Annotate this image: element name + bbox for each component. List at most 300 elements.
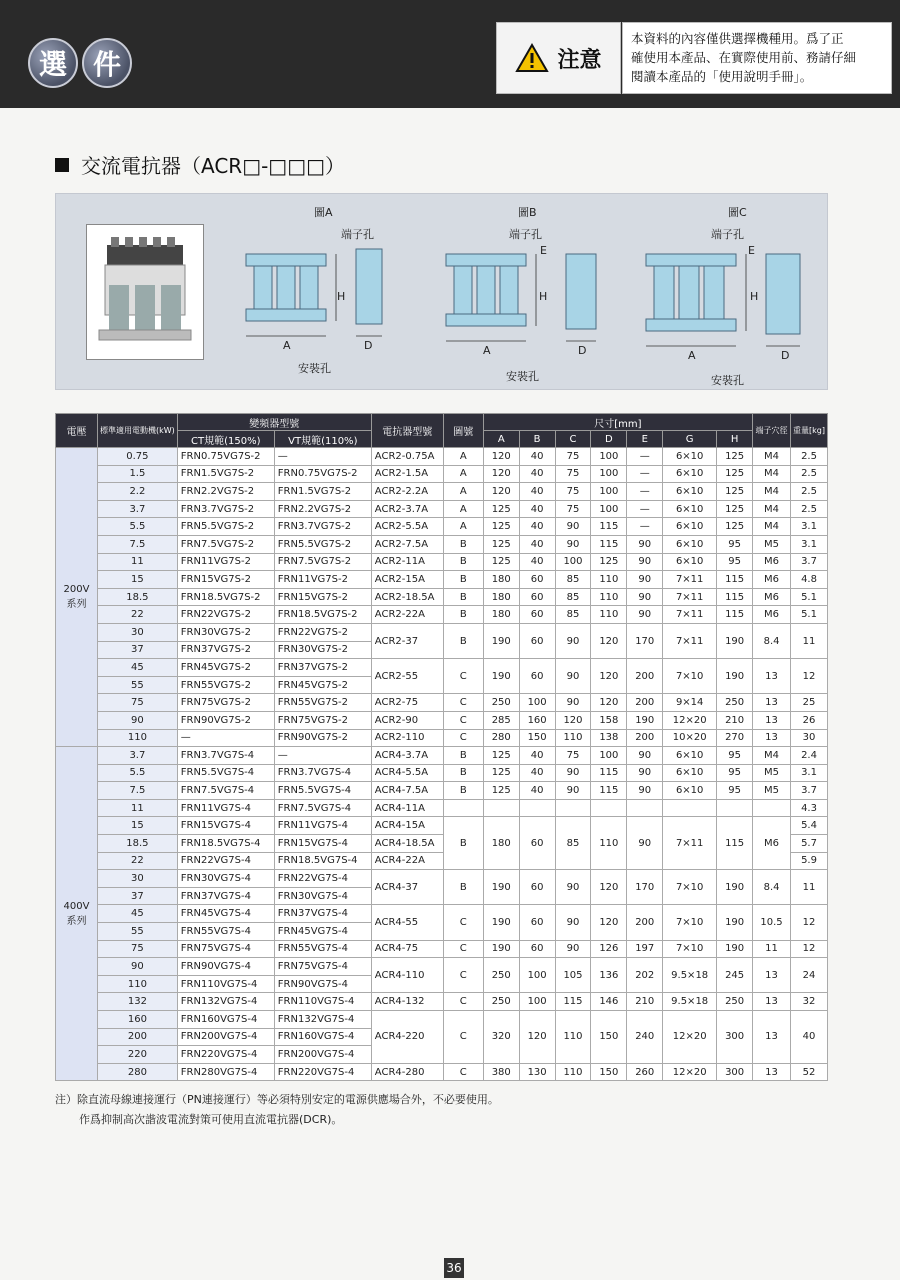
table-cell: 90 [555,535,591,553]
table-cell [627,799,663,817]
table-cell: 115 [591,535,627,553]
table-cell: M5 [753,782,791,800]
table-cell: 22 [98,852,178,870]
table-cell: 4.8 [791,571,828,589]
table-cell: 52 [791,1063,828,1081]
table-cell: A [443,465,483,483]
table-cell: 55 [98,923,178,941]
table-cell: 110 [98,975,178,993]
table-cell: 5.5 [98,518,178,536]
table-cell: 3.7 [98,747,178,765]
table-cell: 6×10 [663,465,717,483]
table-cell: FRN15VG7S-4 [274,835,371,853]
table-cell: FRN200VG7S-4 [274,1046,371,1064]
table-cell: 5.4 [791,817,828,835]
table-cell: C [443,694,483,712]
table-cell: FRN132VG7S-4 [274,1011,371,1029]
table-cell: 115 [555,993,591,1011]
page-number: 36 [444,1258,464,1278]
table-cell: M6 [753,588,791,606]
table-cell: 110 [555,1011,591,1064]
table-cell: 115 [591,782,627,800]
table-cell: 75 [555,483,591,501]
table-cell: 100 [555,553,591,571]
table-cell: C [443,958,483,993]
table-cell: 200 [627,729,663,747]
table-cell: 130 [519,1063,555,1081]
table-cell: 11 [791,623,828,658]
table-cell: — [627,518,663,536]
col-d: D [591,431,627,448]
table-cell: 12×20 [663,1011,717,1064]
table-cell: 125 [717,483,753,501]
table-cell: FRN0.75VG7S-2 [274,465,371,483]
table-cell: 210 [627,993,663,1011]
table-cell: ACR4-75 [371,940,443,958]
table-cell: FRN90VG7S-2 [274,729,371,747]
table-cell: 158 [591,711,627,729]
table-cell: 150 [591,1011,627,1064]
table-cell: 200 [627,659,663,694]
notice-line-1: 本資料的內容僅供選擇機種用。爲了正 [631,31,844,46]
table-cell: FRN30VG7S-4 [274,887,371,905]
fig-b-mount-label: 安裝孔 [506,370,539,383]
table-cell: 13 [753,993,791,1011]
table-cell: 90 [627,782,663,800]
table-cell: FRN75VG7S-2 [274,711,371,729]
table-cell: 150 [591,1063,627,1081]
table-cell: ACR4-11A [371,799,443,817]
table-cell: 95 [717,782,753,800]
col-c: C [555,431,591,448]
fig-c-dim-d: D [781,349,790,362]
table-cell: 132 [98,993,178,1011]
table-cell: 18.5 [98,588,178,606]
table-cell: 110 [591,817,627,870]
table-cell: 6×10 [663,747,717,765]
table-cell: 7×11 [663,571,717,589]
table-cell: 380 [483,1063,519,1081]
table-cell: 280 [483,729,519,747]
col-g: G [663,431,717,448]
table-cell: 125 [717,448,753,466]
table-cell: FRN55VG7S-2 [177,676,274,694]
table-cell: 3.7 [791,553,828,571]
footnote-1: 注）除直流母線連接運行（PN連接運行）等必須特別安定的電源供應場合外，不必要使用。 [55,1093,499,1106]
table-cell: 197 [627,940,663,958]
table-cell: ACR2-0.75A [371,448,443,466]
table-cell: 110 [555,729,591,747]
table-cell: FRN22VG7S-4 [274,870,371,888]
table-cell: FRN37VG7S-2 [274,659,371,677]
table-cell: C [443,993,483,1011]
table-cell: 6×10 [663,518,717,536]
table-cell: 100 [591,465,627,483]
table-cell: FRN15VG7S-4 [177,817,274,835]
table-cell: FRN5.5VG7S-4 [177,764,274,782]
table-cell: FRN3.7VG7S-2 [177,500,274,518]
table-cell: FRN30VG7S-2 [177,623,274,641]
table-row [56,1011,828,1029]
table-cell: FRN15VG7S-2 [177,571,274,589]
fig-c-title: 圖C [728,206,747,219]
table-cell: 190 [717,659,753,694]
table-row [56,659,828,677]
table-cell: 200 [98,1028,178,1046]
table-cell: FRN7.5VG7S-4 [274,799,371,817]
table-cell: 250 [717,993,753,1011]
table-cell: 200 [627,694,663,712]
table-cell: 40 [519,518,555,536]
table-cell: 90 [555,518,591,536]
table-cell: 7×10 [663,659,717,694]
col-h: H [717,431,753,448]
table-cell: B [443,606,483,624]
table-cell: 13 [753,958,791,993]
table-cell: 115 [591,518,627,536]
fig-c-mount-label: 安裝孔 [711,374,744,387]
table-cell: FRN55VG7S-4 [177,923,274,941]
table-cell: A [443,448,483,466]
table-cell: ACR4-37 [371,870,443,905]
table-cell: 100 [591,483,627,501]
table-cell: 40 [791,1011,828,1064]
table-cell: 110 [98,729,178,747]
table-cell: 115 [717,571,753,589]
table-cell: 120 [591,623,627,658]
table-cell: 100 [519,993,555,1011]
table-cell: FRN45VG7S-4 [177,905,274,923]
table-cell: 100 [519,958,555,993]
table-cell [753,799,791,817]
table-row [56,729,828,747]
table-cell: — [274,747,371,765]
table-cell: 120 [591,905,627,940]
table-cell: 90 [627,817,663,870]
table-cell: 85 [555,817,591,870]
table-cell: 125 [717,500,753,518]
table-cell: 60 [519,623,555,658]
table-cell: 13 [753,729,791,747]
table-cell: B [443,588,483,606]
table-cell: 60 [519,817,555,870]
table-cell: 30 [98,870,178,888]
table-cell: M4 [753,483,791,501]
table-cell: FRN132VG7S-4 [177,993,274,1011]
col-weight: 重量[kg] [791,414,828,448]
table-cell: FRN3.7VG7S-2 [274,518,371,536]
table-row [56,1063,828,1081]
col-vt: VT規範(110%) [274,431,371,448]
fig-a-dim-h: H [337,290,346,303]
table-cell: 4.3 [791,799,828,817]
table-cell: ACR4-3.7A [371,747,443,765]
fig-a-title: 圖A [314,206,333,219]
table-cell: 9.5×18 [663,958,717,993]
table-cell: B [443,535,483,553]
table-cell: FRN1.5VG7S-2 [177,465,274,483]
table-cell [717,799,753,817]
table-cell: ACR2-18.5A [371,588,443,606]
table-cell: C [443,940,483,958]
table-cell: C [443,729,483,747]
table-cell: FRN37VG7S-2 [177,641,274,659]
table-cell: C [443,1063,483,1081]
table-cell: 180 [483,571,519,589]
table-cell: FRN110VG7S-4 [177,975,274,993]
table-cell: FRN3.7VG7S-4 [274,764,371,782]
table-cell: 75 [555,448,591,466]
table-cell: 60 [519,905,555,940]
table-cell: — [627,448,663,466]
table-cell: 90 [627,764,663,782]
table-cell: FRN37VG7S-4 [177,887,274,905]
fig-c-dim-h: H [750,290,759,303]
table-cell: 90 [555,870,591,905]
table-cell: FRN11VG7S-2 [274,571,371,589]
table-cell: 190 [717,870,753,905]
table-cell: 120 [483,483,519,501]
table-row [56,571,828,589]
table-cell: 6×10 [663,553,717,571]
table-cell: — [274,448,371,466]
table-cell: 5.7 [791,835,828,853]
table-cell: 250 [483,958,519,993]
table-cell: 9×14 [663,694,717,712]
table-cell: 115 [717,817,753,870]
table-cell: B [443,553,483,571]
table-cell: 3.1 [791,535,828,553]
table-cell: 100 [591,747,627,765]
table-cell: 22 [98,606,178,624]
table-cell: 6×10 [663,782,717,800]
table-cell: 1.5 [98,465,178,483]
table-cell: M6 [753,553,791,571]
table-row [56,483,828,501]
table-cell: FRN7.5VG7S-2 [177,535,274,553]
table-cell: 125 [483,500,519,518]
table-cell: 25 [791,694,828,712]
table-cell: 95 [717,764,753,782]
table-cell: 110 [591,571,627,589]
table-cell: 40 [519,553,555,571]
table-cell: ACR4-15A [371,817,443,835]
table-cell: 95 [717,747,753,765]
col-b: B [519,431,555,448]
table-cell: 5.9 [791,852,828,870]
table-row [56,694,828,712]
table-cell: 260 [627,1063,663,1081]
table-cell: ACR2-110 [371,729,443,747]
table-cell: 45 [98,659,178,677]
table-cell: 180 [483,588,519,606]
table-cell: 60 [519,571,555,589]
table-cell: ACR4-132 [371,993,443,1011]
table-cell: B [443,870,483,905]
table-cell: 10×20 [663,729,717,747]
table-cell: 3.7 [98,500,178,518]
table-cell: 6×10 [663,535,717,553]
table-row [56,870,828,888]
table-cell: 120 [483,465,519,483]
table-cell: 285 [483,711,519,729]
table-cell: 100 [591,448,627,466]
fig-b-terminal-label: 端子孔 [509,228,542,241]
table-row [56,465,828,483]
table-cell: M4 [753,465,791,483]
table-row [56,553,828,571]
table-cell: A [443,518,483,536]
table-cell: 7×11 [663,623,717,658]
table-cell: 37 [98,641,178,659]
table-cell: 2.5 [791,465,828,483]
table-cell: 190 [483,905,519,940]
table-cell: M6 [753,817,791,870]
table-cell: 32 [791,993,828,1011]
table-cell: 85 [555,588,591,606]
fig-c-terminal-label: 端子孔 [711,228,744,241]
table-cell: B [443,764,483,782]
table-cell: 12 [791,659,828,694]
table-cell: 90 [627,606,663,624]
table-cell [519,799,555,817]
col-e: E [627,431,663,448]
table-cell: 26 [791,711,828,729]
table-cell: C [443,659,483,694]
table-cell: 37 [98,887,178,905]
table-cell: M4 [753,448,791,466]
table-cell: ACR2-37 [371,623,443,658]
table-cell: 90 [555,782,591,800]
table-cell: M4 [753,747,791,765]
table-cell: 180 [483,817,519,870]
table-cell: ACR4-22A [371,852,443,870]
table-cell: FRN1.5VG7S-2 [274,483,371,501]
table-cell: 270 [717,729,753,747]
table-cell [591,799,627,817]
table-cell: 250 [717,694,753,712]
table-cell: FRN3.7VG7S-4 [177,747,274,765]
table-cell: 120 [555,711,591,729]
table-cell: ACR4-280 [371,1063,443,1081]
table-cell: M5 [753,535,791,553]
table-cell: 10.5 [753,905,791,940]
table-cell: 15 [98,817,178,835]
table-cell: 90 [627,747,663,765]
table-cell: FRN22VG7S-4 [177,852,274,870]
table-cell: 100 [591,500,627,518]
table-cell: 75 [555,747,591,765]
caution-label: 注意 [557,47,602,73]
table-cell: M4 [753,500,791,518]
table-cell: 180 [483,606,519,624]
table-cell: 7×11 [663,588,717,606]
table-cell: 5.1 [791,588,828,606]
table-cell: FRN90VG7S-4 [177,958,274,976]
table-cell: FRN18.5VG7S-2 [274,606,371,624]
table-cell: FRN5.5VG7S-2 [177,518,274,536]
table-cell: 110 [555,1063,591,1081]
table-cell: FRN200VG7S-4 [177,1028,274,1046]
table-cell: FRN11VG7S-4 [177,799,274,817]
table-cell: ACR2-15A [371,571,443,589]
table-cell: B [443,623,483,658]
table-cell: FRN90VG7S-2 [177,711,274,729]
bullet-square-icon [55,158,69,172]
table-cell: 210 [717,711,753,729]
table-cell: FRN45VG7S-4 [274,923,371,941]
table-row [56,940,828,958]
table-cell: FRN160VG7S-4 [177,1011,274,1029]
table-cell: 90 [627,535,663,553]
table-cell: FRN5.5VG7S-4 [274,782,371,800]
table-cell: 3.1 [791,518,828,536]
table-cell: 125 [483,518,519,536]
table-cell: 40 [519,764,555,782]
table-cell: 40 [519,747,555,765]
table-cell: FRN45VG7S-2 [177,659,274,677]
table-cell: FRN45VG7S-2 [274,676,371,694]
table-cell: FRN22VG7S-2 [177,606,274,624]
col-a: A [483,431,519,448]
table-cell: 30 [791,729,828,747]
table-cell: 90 [98,711,178,729]
table-cell: 6×10 [663,500,717,518]
table-cell: 90 [627,553,663,571]
table-cell: 2.5 [791,483,828,501]
notice-line-3: 閱讀本產品的「使用說明手冊」。 [631,69,813,84]
table-cell: 2.5 [791,500,828,518]
table-row [56,782,828,800]
col-voltage: 電壓 [56,414,98,448]
table-cell: 40 [519,782,555,800]
table-cell: — [627,465,663,483]
col-motor: 標準適用電動機(kW) [98,414,178,448]
table-cell: 6×10 [663,483,717,501]
table-cell: FRN160VG7S-4 [274,1028,371,1046]
table-cell: ACR4-110 [371,958,443,993]
table-cell: ACR2-1.5A [371,465,443,483]
fig-b-dim-h: H [539,290,548,303]
table-cell: 85 [555,606,591,624]
table-cell: 60 [519,659,555,694]
table-cell: 190 [483,870,519,905]
table-cell: 3.7 [791,782,828,800]
table-cell: B [443,571,483,589]
table-cell: 125 [717,518,753,536]
table-cell: 300 [717,1011,753,1064]
table-cell: 90 [555,623,591,658]
table-cell: 90 [627,571,663,589]
table-cell: 12×20 [663,711,717,729]
table-row [56,535,828,553]
table-cell: 5.1 [791,606,828,624]
table-cell: 8.4 [753,870,791,905]
table-cell: 190 [483,659,519,694]
table-row [56,711,828,729]
table-cell: B [443,782,483,800]
table-cell: 190 [483,623,519,658]
table-cell: 45 [98,905,178,923]
voltage-group-200v: 200V系列 [56,448,98,747]
table-cell: 11 [98,553,178,571]
table-cell: 40 [519,500,555,518]
table-cell: FRN18.5VG7S-4 [177,835,274,853]
table-cell: 9.5×18 [663,993,717,1011]
fig-c-dim-a: A [688,349,696,362]
table-cell: 150 [519,729,555,747]
table-cell: 280 [98,1063,178,1081]
